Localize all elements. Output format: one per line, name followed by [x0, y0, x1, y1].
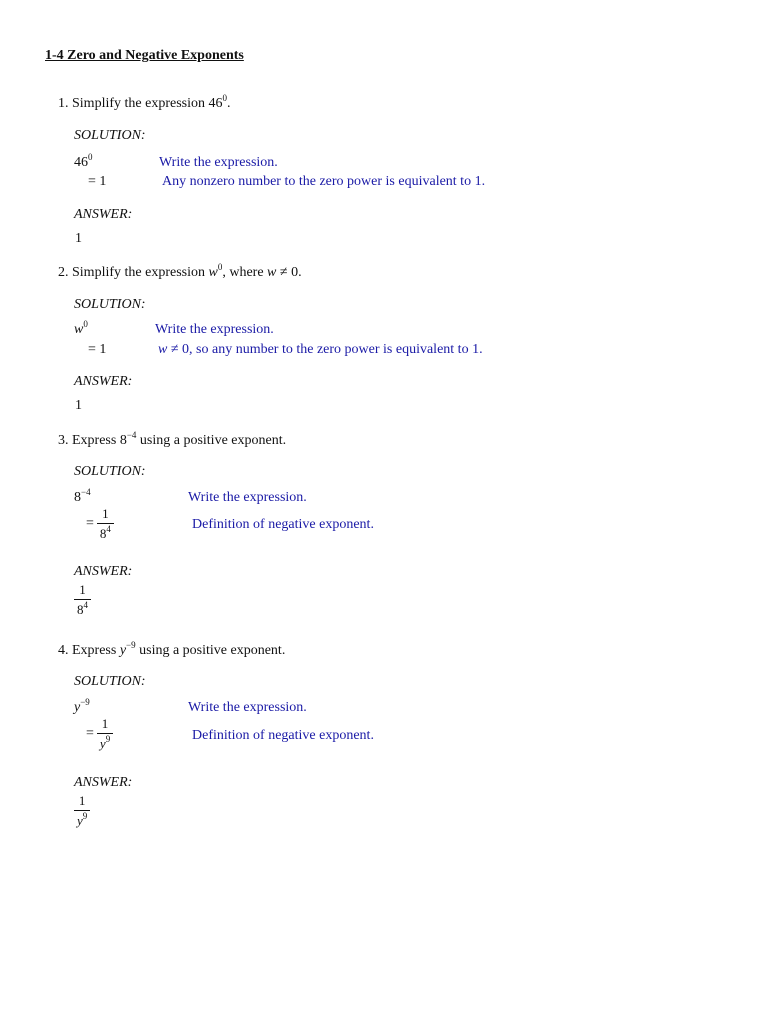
- exponent: 4: [83, 600, 88, 610]
- exponent: −9: [126, 640, 136, 650]
- problem-number: 2.: [58, 265, 69, 280]
- fraction: [97, 716, 113, 752]
- answer-label: ANSWER:: [74, 775, 133, 790]
- answer-value: 1: [75, 231, 82, 246]
- step-explanation: Write the expression.: [159, 155, 278, 170]
- exponent: −4: [81, 487, 91, 497]
- exponent: 0: [217, 262, 223, 272]
- question-text: Express 8: [72, 433, 127, 448]
- step-explanation: Write the expression.: [188, 490, 307, 505]
- answer-label: ANSWER:: [74, 374, 133, 389]
- solution-label: SOLUTION:: [74, 464, 146, 479]
- problem-4-question: [58, 640, 286, 659]
- answer-fraction: [74, 793, 90, 829]
- step-explanation: Definition of negative exponent.: [192, 728, 374, 743]
- base: 8: [74, 490, 81, 505]
- problem-number: 1.: [58, 96, 69, 111]
- base: y: [77, 813, 83, 828]
- step-explanation: Definition of negative exponent.: [192, 517, 374, 532]
- exponent: −4: [126, 430, 137, 440]
- exponent: 9: [82, 811, 88, 821]
- fraction: [97, 506, 114, 542]
- step-result: = 1: [88, 342, 107, 357]
- numerator: 1: [74, 793, 90, 811]
- exponent: 0: [88, 152, 93, 162]
- question-text: , where: [222, 265, 268, 280]
- problem-number: 3.: [58, 433, 69, 448]
- solution-label: SOLUTION:: [74, 674, 146, 689]
- page-title: 1-4 Zero and Negative Exponents: [45, 48, 244, 63]
- step-explanation: Any nonzero number to the zero power is equivalent to 1.: [162, 174, 486, 189]
- question-end: ≠ 0.: [276, 265, 302, 280]
- exponent: −9: [80, 697, 90, 707]
- fraction: [74, 582, 91, 618]
- variable: w: [158, 342, 168, 357]
- solution-label: SOLUTION:: [74, 128, 146, 143]
- base: 8: [77, 602, 84, 617]
- variable: y: [119, 643, 127, 658]
- base: 8: [99, 526, 107, 541]
- step-expression: [74, 152, 93, 171]
- step-explanation: [158, 342, 483, 358]
- answer-value: 1: [75, 398, 82, 413]
- denominator: [97, 524, 114, 542]
- exponent: 4: [106, 524, 111, 534]
- problem-1-question: [58, 93, 231, 112]
- answer-label: ANSWER:: [74, 207, 133, 222]
- problem-3-question: [58, 430, 287, 449]
- question-text: using a positive exponent.: [136, 433, 287, 448]
- denominator: [74, 811, 90, 829]
- variable: w: [208, 265, 218, 280]
- answer-fraction: [74, 582, 91, 618]
- step-result: = 1: [88, 174, 107, 189]
- exponent: 0: [222, 93, 227, 103]
- equals-sign: =: [86, 726, 94, 741]
- fraction: [74, 793, 90, 829]
- denominator: [97, 734, 113, 752]
- solution-label: SOLUTION:: [74, 297, 146, 312]
- denominator: [74, 600, 91, 618]
- step-explanation: Write the expression.: [188, 700, 307, 715]
- step-expression: [74, 697, 90, 716]
- problem-number: 4.: [58, 643, 69, 658]
- step-expression: [74, 487, 91, 506]
- step-expression: [74, 319, 88, 338]
- question-text: Simplify the expression 46: [72, 96, 223, 111]
- step-fraction: [86, 716, 113, 752]
- base: 46: [74, 155, 88, 170]
- step-fraction: [86, 506, 114, 542]
- base: w: [74, 322, 84, 337]
- question-end: .: [227, 96, 231, 111]
- problem-2-question: [58, 262, 302, 281]
- answer-label: ANSWER:: [74, 564, 133, 579]
- explanation-text: ≠ 0, so any number to the zero power is equivalent to 1.: [167, 342, 483, 357]
- numerator: 1: [97, 716, 113, 734]
- base: y: [74, 700, 81, 715]
- base: y: [99, 736, 106, 751]
- question-text: Simplify the expression: [72, 265, 209, 280]
- variable: w: [267, 265, 277, 280]
- numerator: 1: [97, 506, 114, 524]
- question-text: using a positive exponent.: [135, 643, 286, 658]
- question-text: Express: [72, 643, 120, 658]
- exponent: 9: [105, 734, 111, 744]
- exponent: 0: [83, 319, 88, 329]
- step-explanation: Write the expression.: [155, 322, 274, 337]
- equals-sign: =: [86, 516, 94, 531]
- numerator: 1: [74, 582, 91, 600]
